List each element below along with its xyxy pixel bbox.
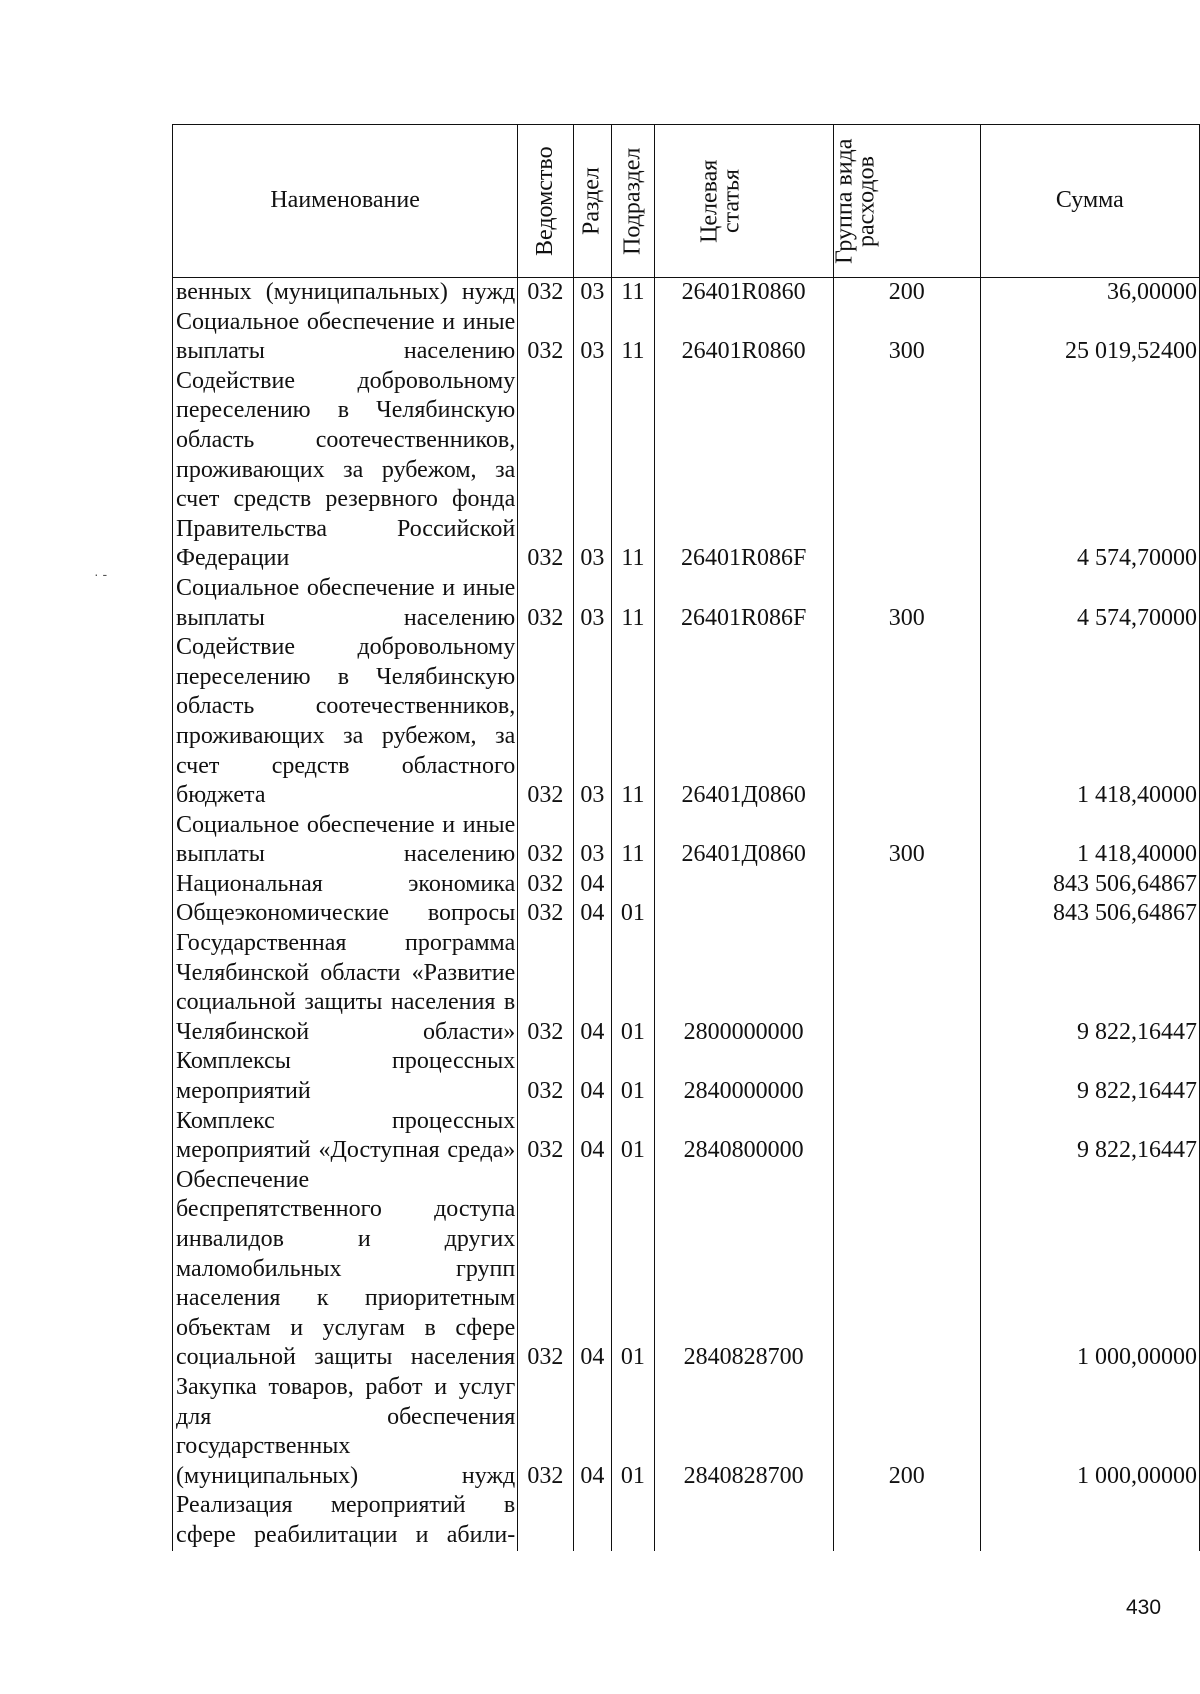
cell-name: Реализация мероприятий в сфере реабилитации и абили- bbox=[173, 1491, 518, 1550]
cell-summa: 1 000,00000 bbox=[980, 1373, 1199, 1491]
table-row bbox=[173, 633, 1200, 811]
cell-name: Содействие добровольному переселению в Челябинскую область соотечественников, проживающих за рубежом, за счет средств областного бюджета bbox=[173, 633, 518, 811]
cell-summa: 1 418,40000 bbox=[980, 633, 1199, 811]
table-row bbox=[173, 1107, 1200, 1166]
header-celevaya-statya: Целевая статья bbox=[654, 125, 833, 278]
cell-podrazdel: 11 bbox=[612, 633, 654, 811]
table-row bbox=[173, 929, 1200, 1047]
cell-name: Государственная программа Челябинской области «Развитие социальной защиты населения в Челябинской области» bbox=[173, 929, 518, 1047]
cell-summa: 1 418,40000 bbox=[980, 811, 1199, 870]
cell-podrazdel: 11 bbox=[612, 308, 654, 367]
cell-podrazdel bbox=[612, 870, 654, 900]
cell-podrazdel: 01 bbox=[612, 1047, 654, 1106]
table-row bbox=[173, 278, 1200, 308]
cell-celevaya-statya: 2840828700 bbox=[654, 1373, 833, 1491]
cell-celevaya-statya: 26401Д0860 bbox=[654, 811, 833, 870]
cell-celevaya-statya: 26401Д0860 bbox=[654, 633, 833, 811]
cell-razdel: 03 bbox=[573, 308, 612, 367]
cell-celevaya-statya: 2840800000 bbox=[654, 1107, 833, 1166]
cell-name: венных (муниципальных) нужд bbox=[173, 278, 518, 308]
cell-name: Социальное обеспечение и иные выплаты населению bbox=[173, 308, 518, 367]
cell-razdel: 03 bbox=[573, 633, 612, 811]
cell-name: Социальное обеспечение и иные выплаты населению bbox=[173, 574, 518, 633]
table-row bbox=[173, 1491, 1200, 1550]
cell-vedomstvo: 032 bbox=[518, 1107, 573, 1166]
table-body bbox=[173, 278, 1200, 1551]
cell-name: Комплекс процессных мероприятий «Доступная среда» bbox=[173, 1107, 518, 1166]
cell-podrazdel: 01 bbox=[612, 899, 654, 929]
cell-vedomstvo: 032 bbox=[518, 574, 573, 633]
cell-celevaya-statya: 2800000000 bbox=[654, 929, 833, 1047]
cell-summa: 4 574,70000 bbox=[980, 574, 1199, 633]
cell-summa: 4 574,70000 bbox=[980, 367, 1199, 574]
scan-mark: · - bbox=[94, 566, 108, 582]
table-row bbox=[173, 899, 1200, 929]
cell-vedomstvo: 032 bbox=[518, 308, 573, 367]
cell-vedomstvo: 032 bbox=[518, 899, 573, 929]
budget-table bbox=[172, 124, 1200, 1551]
cell-vedomstvo: 032 bbox=[518, 1047, 573, 1106]
cell-razdel: 04 bbox=[573, 1047, 612, 1106]
cell-razdel: 04 bbox=[573, 1166, 612, 1373]
cell-summa: 843 506,64867 bbox=[980, 899, 1199, 929]
cell-gruppa: 300 bbox=[833, 811, 980, 870]
cell-vedomstvo: 032 bbox=[518, 870, 573, 900]
header-vedomstvo: Ведомство bbox=[518, 125, 573, 278]
cell-name: Закупка товаров, работ и услуг для обеспечения государственных (муниципальных) нужд bbox=[173, 1373, 518, 1491]
cell-razdel: 04 bbox=[573, 1373, 612, 1491]
cell-vedomstvo: 032 bbox=[518, 811, 573, 870]
table-row bbox=[173, 870, 1200, 900]
page-number: 430 bbox=[1126, 1596, 1162, 1619]
cell-gruppa bbox=[833, 899, 980, 929]
table-row bbox=[173, 1047, 1200, 1106]
cell-vedomstvo bbox=[518, 1491, 573, 1550]
cell-vedomstvo: 032 bbox=[518, 278, 573, 308]
cell-razdel: 03 bbox=[573, 574, 612, 633]
cell-podrazdel: 01 bbox=[612, 1373, 654, 1491]
header-summa: Сумма bbox=[980, 125, 1199, 278]
cell-podrazdel: 11 bbox=[612, 278, 654, 308]
cell-summa: 9 822,16447 bbox=[980, 1107, 1199, 1166]
cell-name: Обеспечение беспрепятственного доступа инвалидов и других маломобильных групп населения к приоритетным объектам и услугам в сфере социальной защиты населения bbox=[173, 1166, 518, 1373]
cell-gruppa bbox=[833, 633, 980, 811]
cell-gruppa: 300 bbox=[833, 574, 980, 633]
cell-summa: 9 822,16447 bbox=[980, 1047, 1199, 1106]
cell-celevaya-statya: 26401R086F bbox=[654, 574, 833, 633]
cell-celevaya-statya: 2840000000 bbox=[654, 1047, 833, 1106]
cell-summa: 9 822,16447 bbox=[980, 929, 1199, 1047]
header-gruppa-vida-rashodov: Группа вида расходов bbox=[833, 125, 980, 278]
cell-vedomstvo: 032 bbox=[518, 929, 573, 1047]
cell-razdel bbox=[573, 1491, 612, 1550]
cell-gruppa bbox=[833, 929, 980, 1047]
table-row bbox=[173, 574, 1200, 633]
cell-podrazdel: 01 bbox=[612, 1107, 654, 1166]
cell-razdel: 04 bbox=[573, 929, 612, 1047]
cell-vedomstvo: 032 bbox=[518, 367, 573, 574]
cell-razdel: 03 bbox=[573, 367, 612, 574]
cell-name: Содействие добровольному переселению в Челябинскую область соотечественников, проживающих за рубежом, за счет средств резервного фонда Правительства Российской Федерации bbox=[173, 367, 518, 574]
cell-vedomstvo: 032 bbox=[518, 1166, 573, 1373]
cell-razdel: 04 bbox=[573, 1107, 612, 1166]
cell-name: Комплексы процессных мероприятий bbox=[173, 1047, 518, 1106]
cell-vedomstvo: 032 bbox=[518, 633, 573, 811]
cell-razdel: 03 bbox=[573, 811, 612, 870]
cell-summa: 843 506,64867 bbox=[980, 870, 1199, 900]
cell-gruppa: 200 bbox=[833, 278, 980, 308]
cell-podrazdel: 01 bbox=[612, 929, 654, 1047]
cell-celevaya-statya bbox=[654, 899, 833, 929]
cell-podrazdel: 11 bbox=[612, 367, 654, 574]
cell-name: Общеэкономические вопросы bbox=[173, 899, 518, 929]
cell-celevaya-statya: 26401R0860 bbox=[654, 278, 833, 308]
cell-gruppa bbox=[833, 1166, 980, 1373]
cell-celevaya-statya: 26401R0860 bbox=[654, 308, 833, 367]
cell-celevaya-statya: 26401R086F bbox=[654, 367, 833, 574]
cell-celevaya-statya: 2840828700 bbox=[654, 1166, 833, 1373]
cell-summa bbox=[980, 1491, 1199, 1550]
cell-gruppa bbox=[833, 1107, 980, 1166]
cell-summa: 36,00000 bbox=[980, 278, 1199, 308]
cell-gruppa: 200 bbox=[833, 1373, 980, 1491]
header-razdel: Раздел bbox=[573, 125, 612, 278]
cell-name: Социальное обеспечение и иные выплаты населению bbox=[173, 811, 518, 870]
table-row bbox=[173, 1373, 1200, 1491]
cell-summa: 1 000,00000 bbox=[980, 1166, 1199, 1373]
table-row bbox=[173, 367, 1200, 574]
cell-gruppa bbox=[833, 870, 980, 900]
cell-gruppa bbox=[833, 367, 980, 574]
cell-podrazdel: 11 bbox=[612, 811, 654, 870]
cell-gruppa bbox=[833, 1047, 980, 1106]
table-row bbox=[173, 811, 1200, 870]
cell-summa: 25 019,52400 bbox=[980, 308, 1199, 367]
cell-name: Национальная экономика bbox=[173, 870, 518, 900]
cell-podrazdel bbox=[612, 1491, 654, 1550]
table-header-row bbox=[173, 125, 1200, 278]
cell-celevaya-statya bbox=[654, 870, 833, 900]
cell-podrazdel: 01 bbox=[612, 1166, 654, 1373]
cell-razdel: 04 bbox=[573, 870, 612, 900]
table-row bbox=[173, 308, 1200, 367]
header-podrazdel: Подраздел bbox=[612, 125, 654, 278]
table-row bbox=[173, 1166, 1200, 1373]
cell-gruppa bbox=[833, 1491, 980, 1550]
cell-razdel: 04 bbox=[573, 899, 612, 929]
cell-razdel: 03 bbox=[573, 278, 612, 308]
cell-gruppa: 300 bbox=[833, 308, 980, 367]
cell-vedomstvo: 032 bbox=[518, 1373, 573, 1491]
header-name: Наименование bbox=[173, 125, 518, 278]
cell-podrazdel: 11 bbox=[612, 574, 654, 633]
cell-celevaya-statya bbox=[654, 1491, 833, 1550]
